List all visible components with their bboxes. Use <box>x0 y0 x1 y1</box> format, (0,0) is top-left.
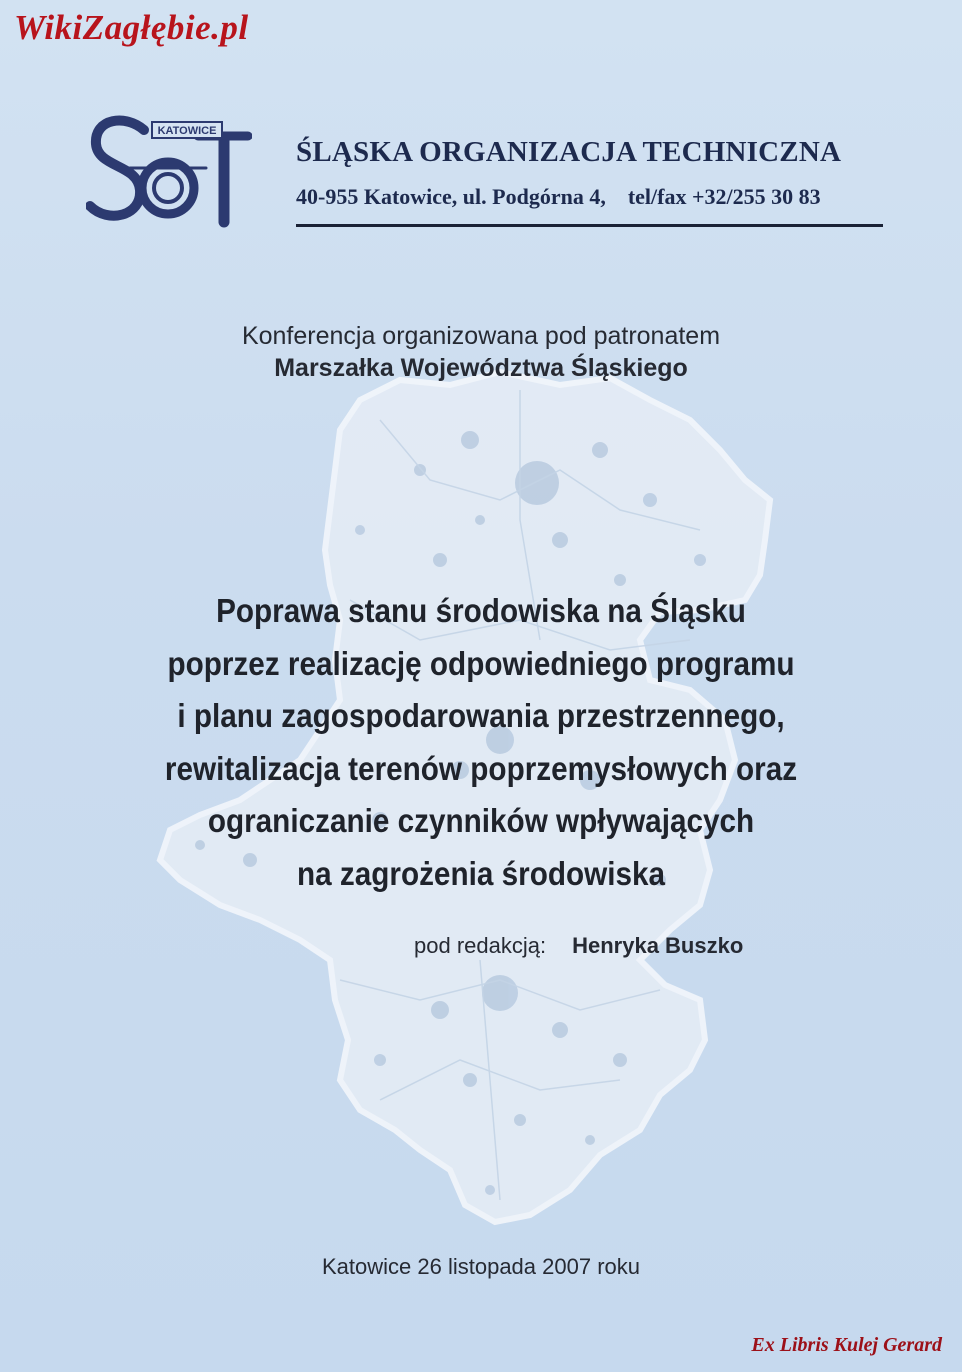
title-line: na zagrożenia środowiska <box>296 854 666 892</box>
organization-address <box>296 184 896 210</box>
place-and-date: Katowice 26 listopada 2007 roku <box>322 1254 640 1279</box>
book-title <box>100 585 862 900</box>
title-line: Poprawa stanu środowiska na Śląsku <box>216 592 746 629</box>
address-text: 40-955 Katowice, ul. Podgórna 4, <box>296 184 606 209</box>
title-line: ograniczanie czynników wpływających <box>207 802 755 839</box>
header-rule <box>296 224 883 227</box>
watermark-wikizaglebie: WikiZagłębie.pl <box>14 8 249 47</box>
organization-name: ŚLĄSKA ORGANIZACJA TECHNICZNA <box>296 136 842 168</box>
sot-logo <box>86 108 252 232</box>
phone-text: tel/fax +32/255 30 83 <box>627 184 821 209</box>
patronage-line-1: Konferencja organizowana pod patronatem <box>241 322 721 350</box>
editor-name: Henryka Buszko <box>572 933 744 958</box>
patronage-line-2: Marszałka Województwa Śląskiego <box>274 354 688 382</box>
editor-label: pod redakcją: <box>414 933 547 958</box>
editor-line <box>414 933 743 959</box>
ex-libris-stamp: Ex Libris Kulej Gerard <box>751 1334 942 1356</box>
title-line: rewitalizacja terenów poprzemysłowych oraz <box>164 749 798 787</box>
title-line: i planu zagospodarowania przestrzennego, <box>177 697 785 734</box>
title-line: poprzez realizację odpowiedniego programu <box>167 644 795 682</box>
logo-badge-text: KATOWICE <box>157 125 217 137</box>
